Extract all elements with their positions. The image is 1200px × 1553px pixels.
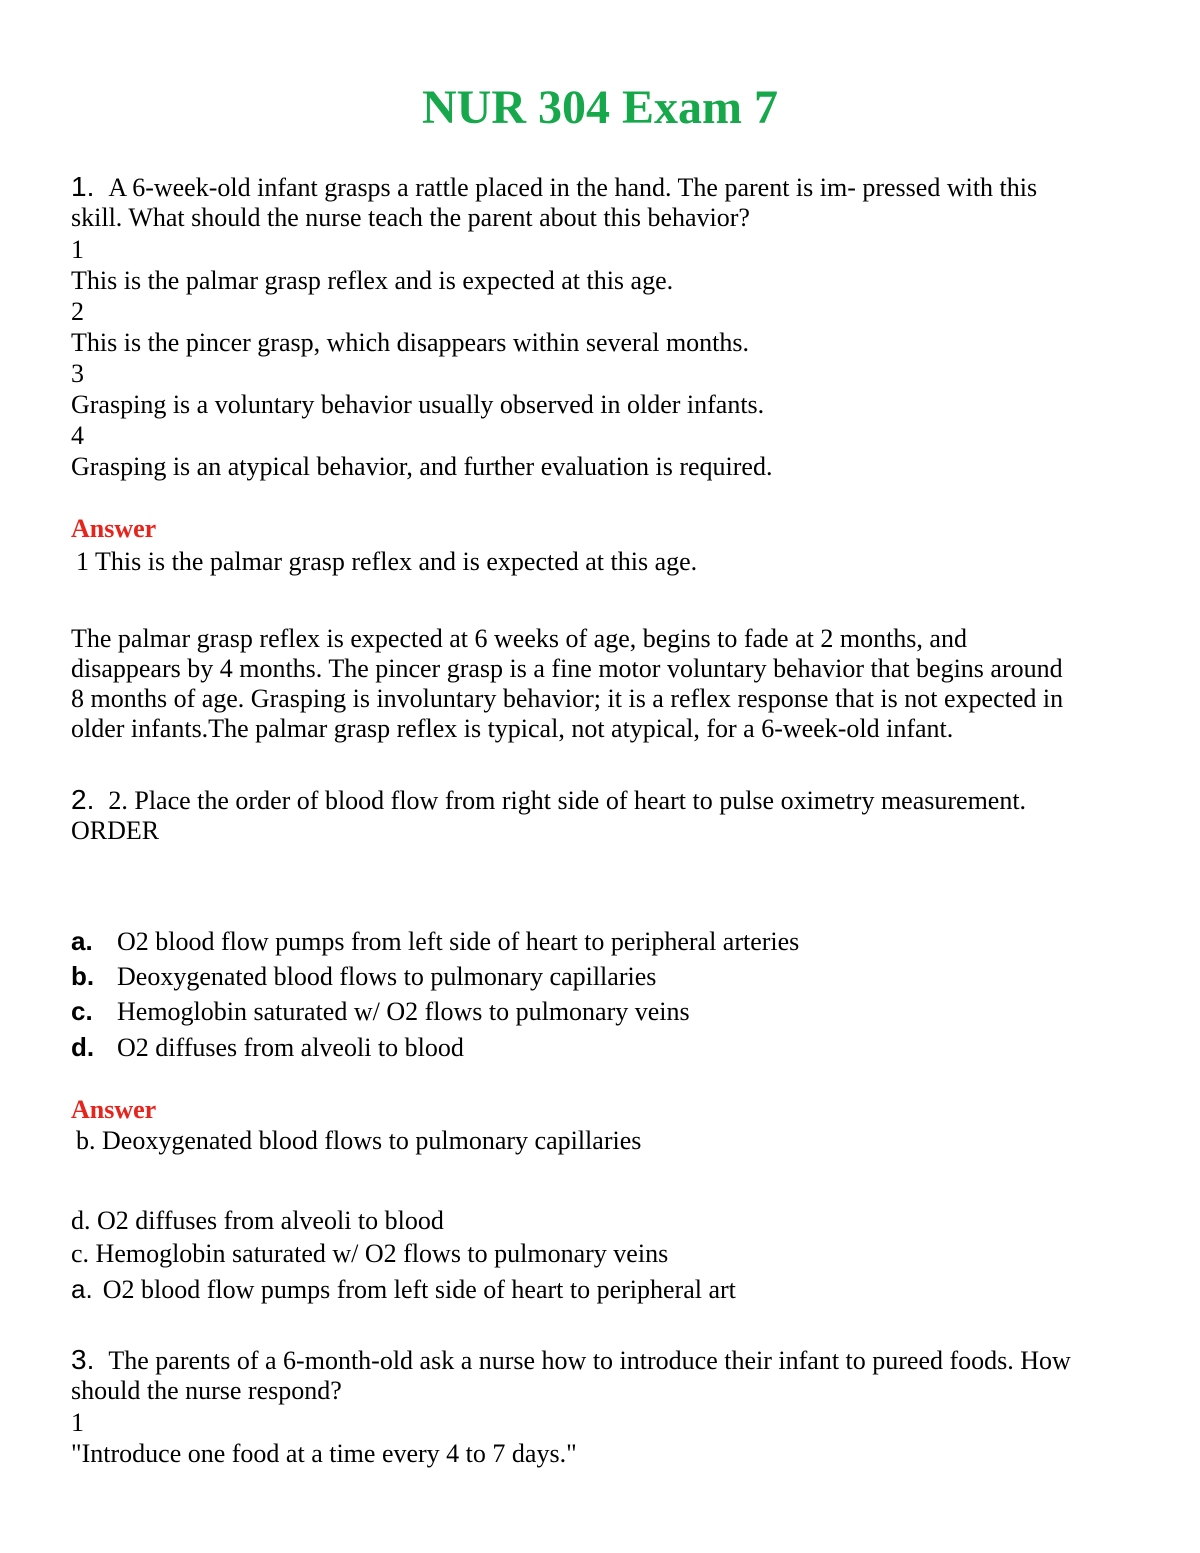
- question-3-line-2: should the nurse respond?: [71, 1376, 342, 1405]
- option-number: 4: [71, 421, 84, 450]
- order-line: [71, 1239, 668, 1269]
- option-number: 1: [71, 1408, 84, 1437]
- choice-item: [71, 926, 799, 957]
- order-letter: c.: [71, 1239, 90, 1268]
- order-letter: d.: [71, 1206, 91, 1235]
- order-line: [71, 1206, 444, 1236]
- answer-text: b. Deoxygenated blood flows to pulmonary capillaries: [76, 1126, 642, 1155]
- choice-text: O2 diffuses from alveoli to blood: [117, 1033, 464, 1062]
- option-text: "Introduce one food at a time every 4 to 7 days.": [71, 1439, 577, 1468]
- option-number: 3: [71, 359, 84, 388]
- rationale-line: The palmar grasp reflex is expected at 6 weeks of age, begins to fade at 2 months, and: [71, 624, 967, 653]
- choice-letter: c.: [71, 996, 93, 1026]
- order-letter: a.: [71, 1274, 93, 1304]
- option-number: 2: [71, 297, 84, 326]
- choice-letter: a.: [71, 926, 93, 956]
- order-text: O2 diffuses from alveoli to blood: [97, 1206, 444, 1235]
- option-number: 1: [71, 235, 84, 264]
- rationale-line: older infants.The palmar grasp reflex is typical, not atypical, for a 6-week-old infant.: [71, 714, 954, 743]
- option-text: Grasping is an atypical behavior, and further evaluation is required.: [71, 452, 773, 481]
- answer-text: 1 This is the palmar grasp reflex and is expected at this age.: [76, 547, 698, 576]
- question-number: 2.: [71, 784, 95, 815]
- order-line: [71, 1274, 736, 1305]
- choice-text: Deoxygenated blood flows to pulmonary capillaries: [117, 962, 657, 991]
- option-text: This is the palmar grasp reflex and is expected at this age.: [71, 266, 674, 295]
- question-2-line-2: ORDER: [71, 816, 160, 845]
- question-text: The parents of a 6-month-old ask a nurse how to introduce their infant to pureed foods. How: [108, 1346, 1071, 1375]
- choice-text: Hemoglobin saturated w/ O2 flows to pulmonary veins: [117, 997, 690, 1026]
- question-2-line-1: [71, 785, 1026, 816]
- question-1-line-1: [71, 172, 1037, 203]
- page-title: NUR 304 Exam 7: [422, 81, 778, 134]
- question-number: 1.: [71, 171, 95, 202]
- choice-item: [71, 1032, 464, 1063]
- question-3-line-1: [71, 1345, 1071, 1376]
- choice-text: O2 blood flow pumps from left side of heart to peripheral arteries: [117, 927, 800, 956]
- choice-letter: b.: [71, 961, 95, 991]
- option-text: Grasping is a voluntary behavior usually observed in older infants.: [71, 390, 765, 419]
- rationale-line: 8 months of age. Grasping is involuntary behavior; it is a reflex response that is not expected in: [71, 684, 1064, 713]
- question-text: 2. Place the order of blood flow from right side of heart to pulse oximetry measurement.: [108, 786, 1027, 815]
- order-text: O2 blood flow pumps from left side of heart to peripheral art: [102, 1275, 736, 1304]
- order-text: Hemoglobin saturated w/ O2 flows to pulmonary veins: [95, 1239, 669, 1268]
- answer-label: Answer: [71, 1095, 157, 1124]
- rationale-line: disappears by 4 months. The pincer grasp is a fine motor voluntary behavior that begins around: [71, 654, 1063, 683]
- question-text: A 6-week-old infant grasps a rattle placed in the hand. The parent is im- pressed with this: [108, 173, 1038, 202]
- answer-label: Answer: [71, 514, 157, 543]
- option-text: This is the pincer grasp, which disappears within several months.: [71, 328, 750, 357]
- choice-item: [71, 996, 690, 1027]
- choice-letter: d.: [71, 1032, 95, 1062]
- choice-item: [71, 961, 656, 992]
- question-number: 3.: [71, 1344, 95, 1375]
- question-1-line-2: skill. What should the nurse teach the parent about this behavior?: [71, 203, 750, 232]
